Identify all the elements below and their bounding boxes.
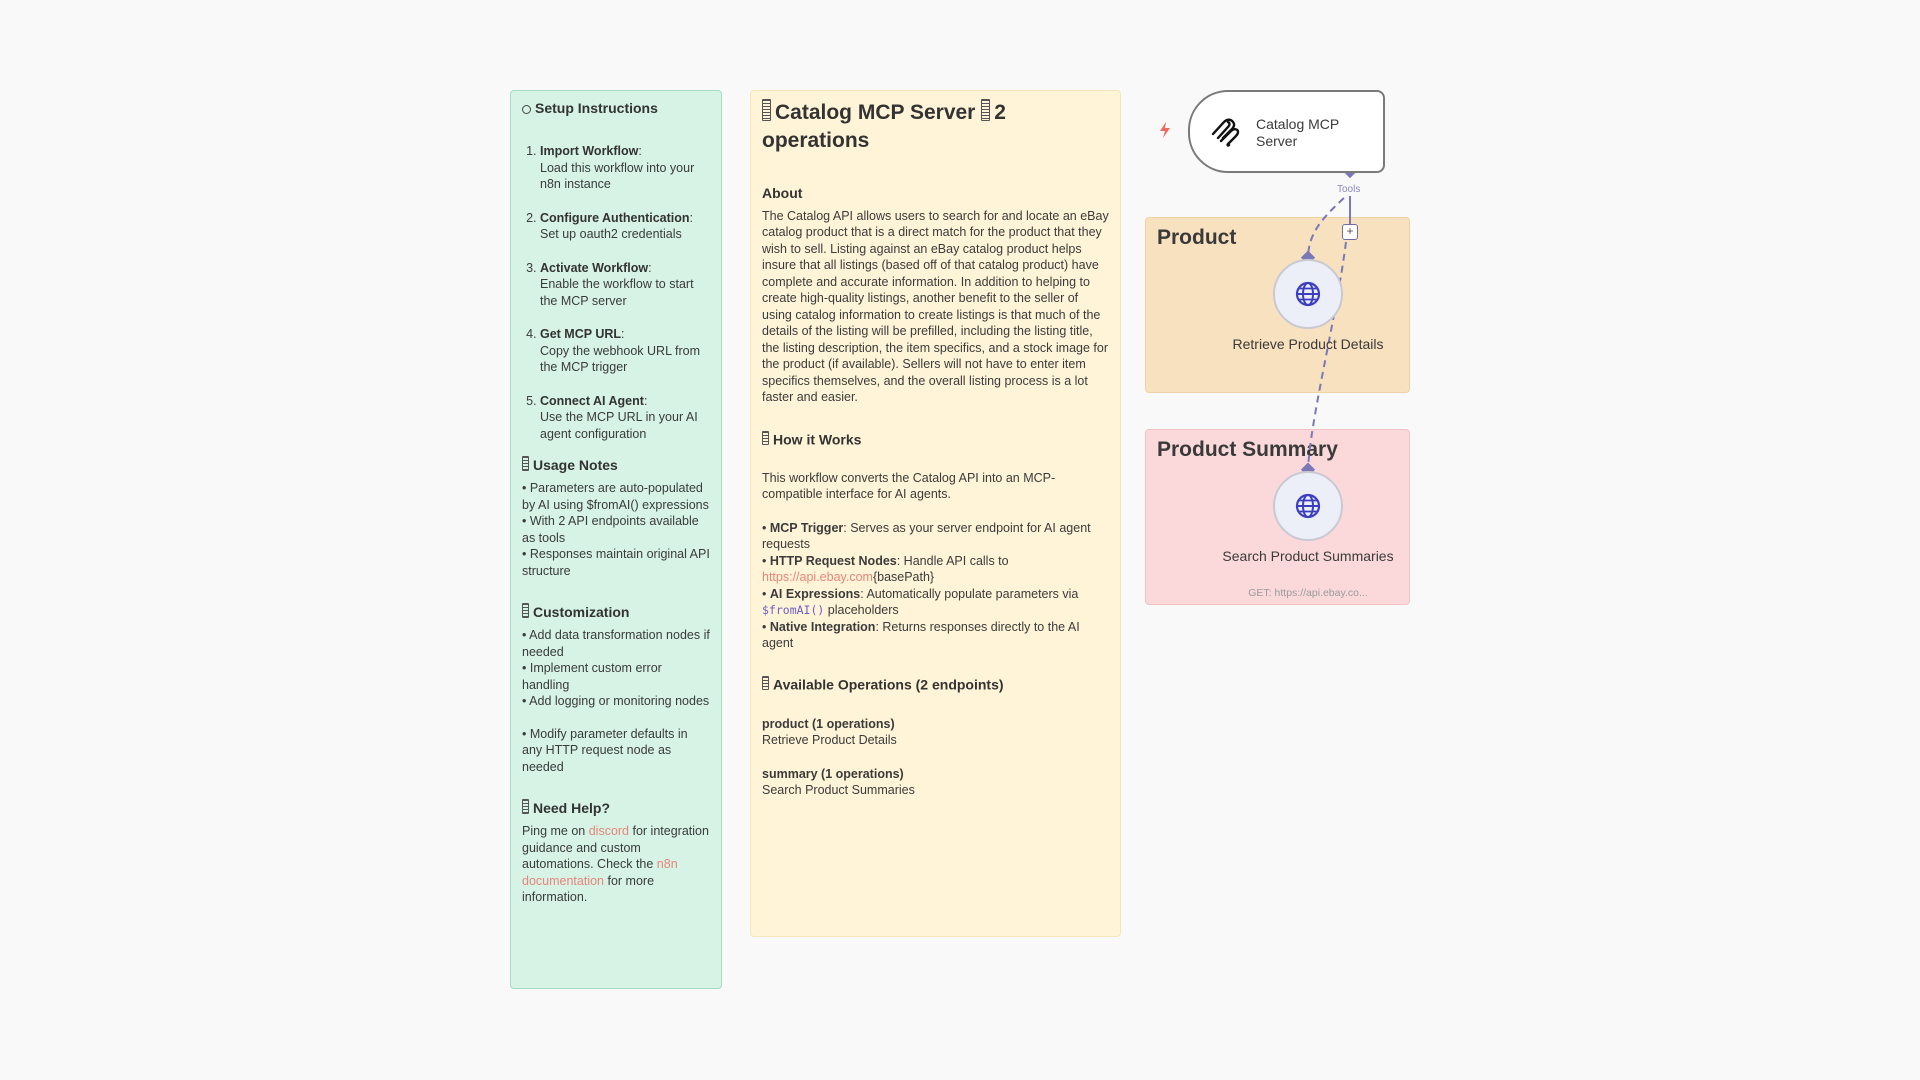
how-item: • Native Integration: Returns responses directly to the AI agent	[762, 619, 1080, 651]
help-text-part: for more information.	[522, 873, 655, 904]
setup-step: 4. Get MCP URL: Copy the webhook URL from the MCP trigger	[540, 326, 710, 376]
usage-note-item: • Responses maintain original API structure	[522, 547, 710, 578]
add-tool-button[interactable]: +	[1342, 224, 1358, 240]
how-item-label: MCP Trigger	[769, 520, 844, 535]
setup-step: 5. Connect AI Agent: Use the MCP URL in your AI agent configuration	[540, 393, 710, 443]
how-item-text: : Serves as your server endpoint for AI agent requests	[762, 520, 1091, 552]
api-url-link[interactable]: https://api.ebay.com	[762, 570, 873, 585]
mcp-node-label: Catalog MCP Server	[1256, 116, 1340, 149]
operation-group: product (1 operations)	[762, 716, 895, 731]
setup-step: 1. Import Workflow: Load this workflow into your n8n instance	[540, 143, 710, 193]
trigger-bolt-icon	[1158, 122, 1172, 138]
how-it-works-title: How it Works	[773, 431, 862, 448]
retrieve-product-details-node[interactable]	[1273, 259, 1343, 329]
operation-name: Retrieve Product Details	[762, 733, 897, 748]
node-label: Search Product Summaries	[1222, 548, 1394, 564]
setup-title-text: Setup Instructions	[535, 100, 658, 116]
discord-link[interactable]: discord	[588, 824, 630, 838]
how-item-text: {basePath}	[872, 570, 935, 585]
step-label: Configure Authentication	[540, 210, 690, 225]
node-subtitle: GET: https://api.ebay.co...	[1248, 587, 1368, 599]
step-label: Get MCP URL	[540, 327, 622, 341]
customization-item: • Add data transformation nodes if needed	[522, 628, 710, 659]
operation-group: summary (1 operations)	[762, 766, 904, 781]
code-snippet: $fromAI()	[762, 603, 825, 618]
search-product-summaries-node[interactable]	[1273, 471, 1343, 541]
help-text-part: Ping me on	[522, 824, 589, 838]
node-label: Retrieve Product Details	[1232, 336, 1384, 352]
customization-item: • Add logging or monitoring nodes	[522, 694, 710, 708]
usage-note-item: • Parameters are auto-populated by AI using $fromAI() expressions	[522, 481, 709, 512]
setup-step: 2. Configure Authentication: Set up oauth2 credentials	[540, 210, 710, 243]
step-text: Use the MCP URL in your AI agent configuration	[540, 410, 698, 441]
help-text-part: for integration guidance and custom automations. Check the	[522, 824, 709, 871]
step-text: Enable the workflow to start the MCP server	[540, 277, 694, 308]
note-title-text: Catalog MCP Server	[775, 101, 976, 124]
group-title: Product	[1157, 226, 1237, 249]
customization-item: • Implement custom error handling	[522, 661, 662, 692]
how-item-text: : Returns responses directly to the AI agent	[762, 619, 1080, 651]
step-text: Set up oauth2 credentials	[540, 227, 682, 241]
step-text: Load this workflow into your n8n instance	[540, 160, 695, 191]
how-item-text: placeholders	[824, 603, 899, 618]
how-item-label: AI Expressions	[769, 586, 861, 601]
mcp-icon	[1210, 114, 1242, 148]
usage-note-item: • With 2 API endpoints available as tools	[522, 514, 699, 545]
group-title: Product Summary	[1157, 438, 1338, 461]
note-title-suffix: 2 operations	[762, 101, 1006, 152]
tools-label: Tools	[1337, 184, 1361, 195]
customization-item: • Modify parameter defaults in any HTTP request node as needed	[522, 726, 688, 774]
customization-title: Customization	[533, 604, 630, 620]
step-text: Copy the webhook URL from the MCP trigger	[540, 343, 701, 374]
step-label: Import Workflow	[540, 144, 639, 158]
how-item-label: HTTP Request Nodes	[769, 553, 897, 568]
how-item-text: : Handle API calls to	[896, 553, 1009, 568]
mcp-server-node[interactable]	[1188, 90, 1385, 173]
usage-notes-title: Usage Notes	[533, 457, 618, 473]
how-intro: This workflow converts the Catalog API into an MCP-compatible interface for AI agents.	[762, 470, 1056, 502]
how-item: • AI Expressions: Automatically populate parameters via $fromAI() placeholders	[762, 586, 1079, 618]
globe-icon	[1294, 280, 1322, 308]
how-item: • MCP Trigger: Serves as your server endpoint for AI agent requests	[762, 520, 1091, 552]
how-item-text: : Automatically populate parameters via	[860, 586, 1079, 601]
setup-step: 3. Activate Workflow: Enable the workflow to start the MCP server	[540, 260, 710, 310]
about-heading: About	[762, 185, 803, 201]
need-help-title: Need Help?	[533, 800, 611, 816]
n8n-documentation-link[interactable]: n8n documentation	[522, 857, 678, 888]
step-label: Activate Workflow	[540, 260, 649, 275]
about-text: The Catalog API allows users to search for and locate an eBay catalog product that is a direct match for the product that they wish to sell. Listing against an eBay catalog product helps insure that all listings (based off of that catalog product) have complete and accurate information. In addition to helping to create high-quality listings, another benefit to the seller of using catalog information to create listings is that much of the details of the listing will be prefilled, including the listing title, the listing description, the item specifics, and a stock image for the product (if available). Sellers will not have to enter item specifics themselves, and the overall listing process is a lot faster and easier.	[762, 208, 1109, 404]
operations-title: Available Operations (2 endpoints)	[773, 676, 1004, 693]
how-item-label: Native Integration	[769, 619, 876, 634]
operation-name: Search Product Summaries	[762, 783, 915, 798]
step-label: Connect AI Agent	[540, 393, 644, 408]
how-item: • HTTP Request Nodes: Handle API calls to https://api.ebay.com{basePath}	[762, 553, 1009, 585]
globe-icon	[1294, 492, 1322, 520]
connection-edge[interactable]	[1308, 198, 1344, 259]
